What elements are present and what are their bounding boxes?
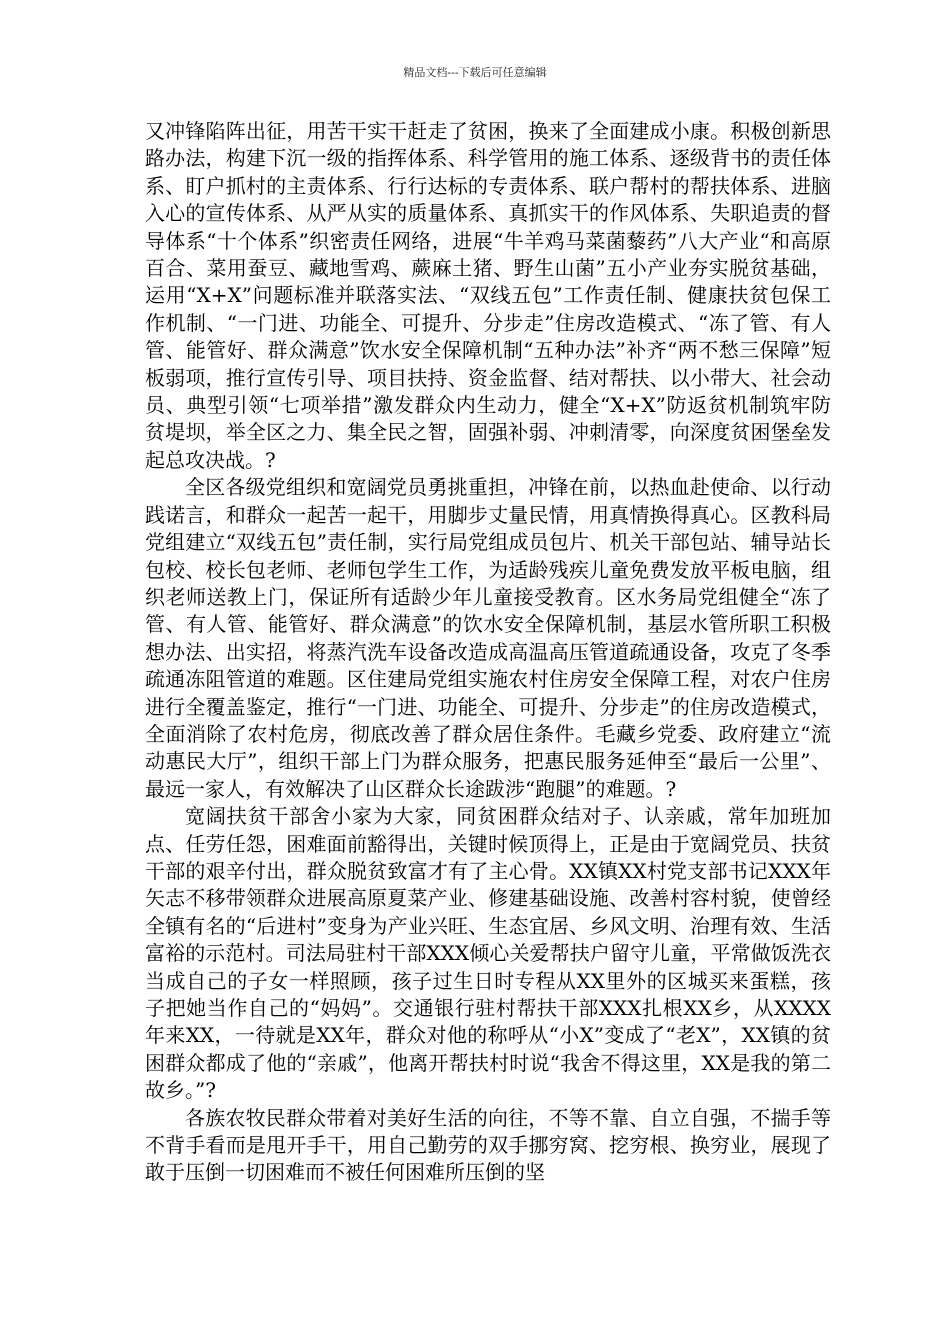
paragraph: 全区各级党组织和宽阔党员勇挑重担，冲锋在前，以热血赴使命、以行动践诺言，和群众一起苦一起干，用脚步丈量民情，用真情换得真心。区教科局党组建立“双线五包”责任制，实行局党组成员包片、机关干部包站、辅导站长包校、校长包老师、老师包学生工作，为适龄残疾儿童免费发放平板电脑，组织老师送教上门，保证所有适龄少年儿童接受教育。区水务局党组健全“冻了管、有人管、能管好、群众满意”的饮水安全保障机制，基层水管所职工积极想办法、出实招，将蒸汽洗车设备改造成高温高压管道疏通设备，攻克了冬季疏通冻阻管道的难题。区住建局党组实施农村住房安全保障工程，对农户住房进行全覆盖鉴定，推行“一门进、功能全、可提升、分步走”的住房改造模式，全面消除了农村危房，彻底改善了群众居住条件。毛藏乡党委、政府建立“流动惠民大厅”，组织干部上门为群众服务，把惠民服务延伸至“最后一公里”、最远一家人，有效解决了山区群众长途跋涉“跑腿”的难题。?	[145, 475, 831, 801]
page-header: 精品文档---下载后可任意编辑	[403, 66, 547, 79]
paragraph: 各族农牧民群众带着对美好生活的向往，不等不靠、自立自强，不揣手等不背手看而是甩开手干，用自己勤劳的双手挪穷窝、挖穷根、换穷业，展现了敢于压倒一切困难而不被任何困难所压倒的坚	[145, 1105, 831, 1185]
document-body	[145, 118, 831, 1187]
paragraph: 宽阔扶贫干部舍小家为大家，同贫困群众结对子、认亲戚，常年加班加点、任劳任怨，困难面前豁得出，关键时候顶得上，正是由于宽阔党员、扶贫干部的艰辛付出，群众脱贫致富才有了主心骨。XX镇XX村党支部书记XXX年矢志不移带领群众进展高原夏菜产业、修建基础设施、改善村容村貌，使曾经全镇有名的“后进村”变身为产业兴旺、生态宜居、乡风文明、治理有效、生活富裕的示范村。司法局驻村干部XXX倾心关爱帮扶户留守儿童，平常做饭洗衣当成自己的子女一样照顾，孩子过生日时专程从XX里外的区城买来蛋糕，孩子把她当作自己的“妈妈”。交通银行驻村帮扶干部XXX扎根XX乡，从XXXX年来XX，一待就是XX年，群众对他的称呼从“小X”变成了“老X”，XX镇的贫困群众都成了他的“亲戚”，他离开帮扶村时说“我舍不得这里，XX是我的第二故乡。”?	[145, 804, 831, 1103]
paragraph: 又冲锋陷阵出征，用苦干实干赶走了贫困，换来了全面建成小康。积极创新思路办法，构建下沉一级的指挥体系、科学管用的施工体系、逐级背书的责任体系、盯户抓村的主责体系、行行达标的专责体系、联户帮村的帮扶体系、进脑入心的宣传体系、从严从实的质量体系、真抓实干的作风体系、失职追责的督导体系“十个体系”织密责任网络，进展“牛羊鸡马菜菌藜药”八大产业“和高原百合、菜用蚕豆、藏地雪鸡、蕨麻土猪、野生山菌”五小产业夯实脱贫基础，运用“X+X”问题标准并联落实法、“双线五包”工作责任制、健康扶贫包保工作机制、“一门进、功能全、可提升、分步走”住房改造模式、“冻了管、有人管、能管好、群众满意”饮水安全保障机制“五种办法”补齐“两不愁三保障”短板弱项，推行宣传引导、项目扶持、资金监督、结对帮扶、以小带大、社会动员、典型引领“七项举措”激发群众内生动力，健全“X+X”防返贫机制筑牢防贫堤坝，举全区之力、集全民之智，固强补弱、冲刺清零，向深度贫困堡垒发起总攻决战。?	[145, 119, 831, 472]
